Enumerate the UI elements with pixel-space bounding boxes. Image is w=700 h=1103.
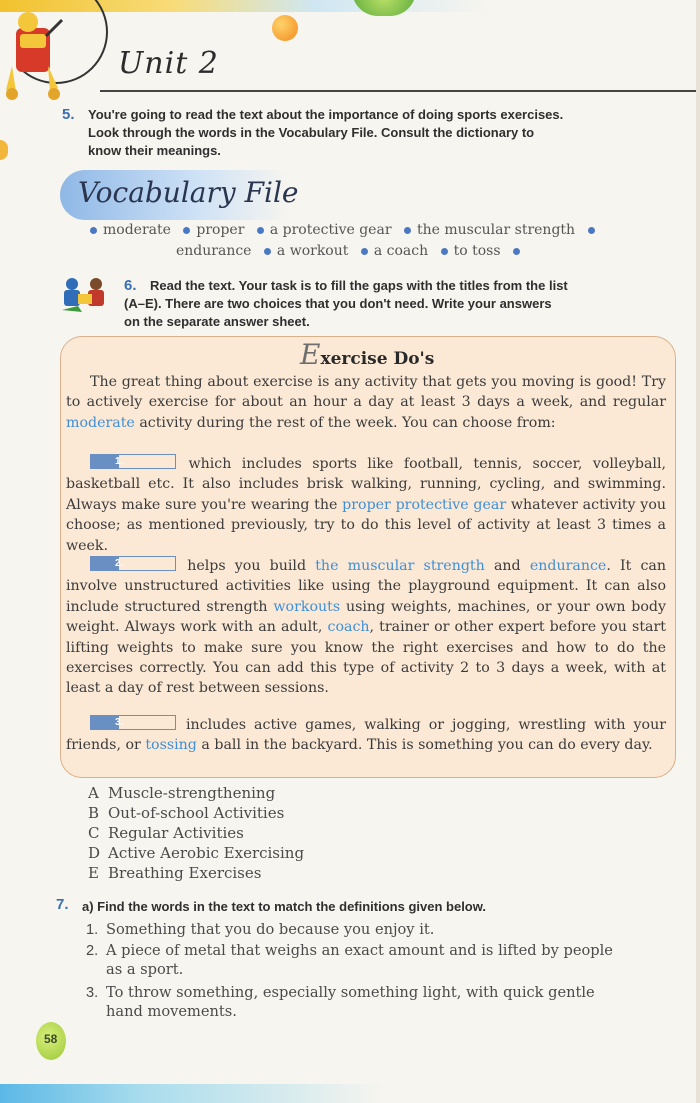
option-text: Muscle-strengthening xyxy=(108,784,276,802)
bottom-color-band xyxy=(0,1084,700,1103)
exercise-7-instructions: a) Find the words in the text to match the definitions given below. xyxy=(82,899,486,914)
backpack-mascot-icon xyxy=(2,6,66,102)
answer-gap-2[interactable] xyxy=(90,556,176,571)
text-run: . It can involve unstructured activities like using the playground equipment. It can also include structured strength xyxy=(66,558,667,615)
text-run: whatever activity you choose; as mentioned previously, try to do this level of activity at least 3 times a week. xyxy=(66,496,667,554)
bullet-icon xyxy=(441,248,448,255)
definition-line: as a sport. xyxy=(106,961,184,978)
exercise-5-instructions xyxy=(88,106,678,160)
vocabulary-row-1 xyxy=(84,222,601,238)
bullet-icon xyxy=(361,248,368,255)
reading-paragraph-4 xyxy=(66,715,666,756)
bullet-icon xyxy=(90,227,97,234)
decorative-orange-ball xyxy=(272,15,298,41)
vocab-word: proper xyxy=(196,222,245,238)
definition-text: Something that you do because you enjoy it. xyxy=(106,921,435,938)
exercise-6-number: 6. xyxy=(124,277,137,294)
exercise-6-line-1: Read the text. Your task is to fill the gaps with the titles from the list xyxy=(150,278,568,293)
exercise-5-line: You're going to read the text about the importance of doing sports exercises. xyxy=(88,107,564,122)
exercise-5-line: know their meanings. xyxy=(88,143,221,158)
text-run: using weights, machines, or your own body weight. Always work with an adult, xyxy=(66,598,667,636)
exercise-7-number: 7. xyxy=(56,896,69,913)
vocab-word: the muscular strength xyxy=(416,222,576,238)
option-text: Regular Activities xyxy=(108,824,244,842)
gap-number: 3. xyxy=(91,716,119,729)
definition-item-3 xyxy=(86,983,595,1021)
definition-line: A piece of metal that weighs an exact amount and is lifted by people xyxy=(106,942,613,959)
answer-gap-3[interactable] xyxy=(90,715,176,730)
text-run: a ball in the backyard. This is something you can do every day. xyxy=(201,737,653,754)
vocabulary-row-2 xyxy=(176,243,526,259)
text-run: , trainer or other expert before you start lifting weights to make sure you know the right exercises and how to do the exercises correctly. You can add this type of activity 2 to 3 days a week, with at least a day of rest between sessions. xyxy=(66,619,666,697)
page-number: 58 xyxy=(44,1032,58,1046)
text-run: helps you build xyxy=(187,558,307,574)
definition-number: 3. xyxy=(86,985,99,1001)
vocab-word: a protective gear xyxy=(269,222,392,238)
option-text: Active Aerobic Exercising xyxy=(108,844,305,862)
page-edge xyxy=(696,0,700,1103)
definition-number: 1. xyxy=(86,922,99,938)
reading-title-initial: E xyxy=(300,338,321,371)
text-run: activity during the rest of the week. You can choose from: xyxy=(139,414,556,431)
exercise-5-number: 5. xyxy=(62,106,75,123)
option-text: Out-of-school Activities xyxy=(108,804,285,822)
reading-title-rest: xercise Do's xyxy=(320,349,435,369)
reading-title xyxy=(300,338,434,371)
bullet-icon xyxy=(264,248,271,255)
vocabulary-file-title: Vocabulary File xyxy=(78,176,299,209)
top-color-band xyxy=(0,0,700,12)
option-letter: E xyxy=(88,864,99,882)
bullet-icon xyxy=(513,248,520,255)
vocab-word: moderate xyxy=(103,222,171,238)
option-letter: A xyxy=(88,784,99,802)
option-letter: C xyxy=(88,824,100,842)
definition-text xyxy=(106,941,613,979)
reading-kids-icon xyxy=(58,276,120,314)
text-run: The great thing about exercise is any activity that gets you moving is good! Try to actively exercise for about an hour a day at least 3 days a week, and regular xyxy=(66,374,666,411)
vocab-word: to toss xyxy=(453,243,501,259)
reading-paragraph-2 xyxy=(66,454,666,556)
exercise-6-line-2: (A–E). There are two choices that you don't need. Write your answers xyxy=(124,296,552,311)
unit-title: Unit 2 xyxy=(118,46,219,81)
option-d xyxy=(88,844,304,862)
text-run: and xyxy=(493,558,521,574)
definition-line: hand movements. xyxy=(106,1003,237,1020)
vocab-word: a coach xyxy=(373,243,429,259)
highlighted-word: moderate xyxy=(66,414,135,431)
text-run: which includes sports like football, tennis, soccer, volleyball, basketball etc. It also includes brisk walking, running, cycling, and swimming. Always make sure you're wearing the xyxy=(66,456,666,513)
vocab-word: a workout xyxy=(276,243,349,259)
option-e xyxy=(88,864,261,882)
definition-line: To throw something, especially something light, with quick gentle xyxy=(106,984,595,1001)
option-letter: B xyxy=(88,804,100,822)
highlighted-word: proper protective gear xyxy=(342,496,507,513)
definition-number: 2. xyxy=(86,943,99,959)
definition-item-1 xyxy=(86,920,434,940)
bullet-icon xyxy=(588,227,595,234)
gap-number: 2. xyxy=(91,557,119,570)
bullet-icon xyxy=(183,227,190,234)
left-edge-decoration xyxy=(0,140,8,160)
bullet-icon xyxy=(404,227,411,234)
highlighted-word: tossing xyxy=(145,737,197,754)
text-run: includes active games, walking or jogging, wrestling with your friends, or xyxy=(66,717,666,754)
highlighted-word: coach xyxy=(327,619,370,636)
option-a xyxy=(88,784,275,802)
definition-item-2 xyxy=(86,941,613,979)
option-c xyxy=(88,824,244,842)
option-b xyxy=(88,804,284,822)
exercise-6-line-3: on the separate answer sheet. xyxy=(124,314,310,329)
decorative-green-shape xyxy=(352,0,416,16)
definition-text xyxy=(106,983,595,1021)
exercise-5-line: Look through the words in the Vocabulary File. Consult the dictionary to xyxy=(88,125,535,140)
highlighted-word: endurance xyxy=(529,558,607,574)
option-text: Breathing Exercises xyxy=(108,864,262,882)
gap-number: 1. xyxy=(91,455,119,468)
header-rule xyxy=(100,90,700,92)
highlighted-word: workouts xyxy=(273,598,341,615)
answer-gap-1[interactable] xyxy=(90,454,176,469)
highlighted-word: the muscular strength xyxy=(315,558,485,574)
reading-paragraph-1 xyxy=(66,372,666,433)
reading-paragraph-3 xyxy=(66,556,666,699)
bullet-icon xyxy=(257,227,264,234)
option-letter: D xyxy=(88,844,101,862)
vocab-word: endurance xyxy=(176,243,252,259)
